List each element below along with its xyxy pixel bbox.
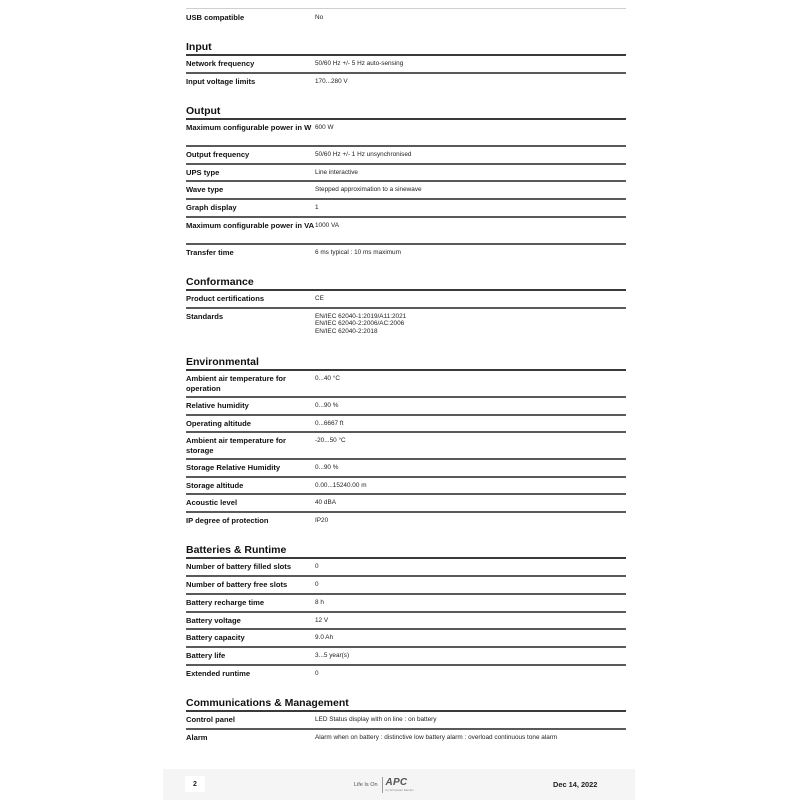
spec-value: 170...280 V — [315, 77, 348, 85]
spec-label: Extended runtime — [186, 669, 251, 678]
spec-row — [186, 396, 626, 414]
section-title-batteries-runtime: Batteries & Runtime — [186, 544, 287, 556]
spec-label: Battery recharge time — [186, 598, 265, 607]
spec-row — [186, 493, 626, 511]
apc-logo-icon — [386, 778, 414, 792]
spec-value: 0...6667 ft — [315, 419, 344, 427]
spec-row-usb-compatible — [186, 10, 626, 23]
spec-label: USB compatible — [186, 13, 245, 22]
spec-label: Maximum configurable power in VA — [186, 221, 315, 230]
spec-row — [186, 180, 626, 198]
spec-row — [186, 145, 626, 163]
spec-value: 9.0 Ah — [315, 633, 334, 641]
spec-value: Stepped approximation to a sinewave — [315, 185, 422, 193]
document-date: Dec 14, 2022 — [553, 780, 598, 789]
spec-label: Relative humidity — [186, 401, 249, 410]
brand-subtitle: by Schneider Electric — [385, 788, 414, 792]
spec-label: Input voltage limits — [186, 77, 256, 86]
spec-row — [186, 476, 626, 494]
spec-row — [186, 458, 626, 476]
spec-row — [186, 431, 626, 458]
spec-label: Maximum configurable power in W — [186, 123, 312, 132]
spec-label: Number of battery filled slots — [186, 562, 292, 571]
spec-row — [186, 216, 626, 243]
spec-label: Storage altitude — [186, 481, 244, 490]
section-title-communications-management: Communications & Management — [186, 697, 349, 709]
spec-label: Battery capacity — [186, 633, 245, 642]
spec-value: 0 — [315, 580, 319, 588]
spec-row — [186, 593, 626, 611]
spec-value: 40 dBA — [315, 498, 336, 506]
spec-row — [186, 414, 626, 432]
spec-label: Ambient air temperature for operation — [186, 374, 287, 393]
spec-row — [186, 728, 626, 742]
spec-row — [186, 198, 626, 216]
spec-label: Operating altitude — [186, 419, 251, 428]
spec-row — [186, 646, 626, 664]
spec-value: 600 W — [315, 123, 334, 131]
spec-row — [186, 664, 626, 682]
brand-name: APC — [385, 777, 408, 788]
spec-row — [186, 72, 626, 90]
spec-value: 50/60 Hz +/- 1 Hz unsynchronised — [315, 150, 412, 158]
spec-value: 50/60 Hz +/- 5 Hz auto-sensing — [315, 59, 404, 67]
spec-label: Alarm — [186, 733, 208, 742]
spec-value: 0...40 °C — [315, 374, 340, 382]
section-title-conformance: Conformance — [186, 276, 254, 288]
spec-label: Output frequency — [186, 150, 250, 159]
spec-value-multiline — [315, 312, 406, 335]
section-title-environmental: Environmental — [186, 356, 259, 368]
standard-line: EN/IEC 62040-2:2018 — [315, 327, 378, 335]
spec-value: 1000 VA — [315, 221, 340, 229]
spec-row — [186, 369, 626, 396]
spec-value: 0 — [315, 669, 319, 677]
spec-value: Alarm when on battery : distinctive low battery alarm : overload continuous tone alarm — [315, 733, 558, 741]
spec-label: Product certifications — [186, 294, 265, 303]
spec-label: Standards — [186, 312, 224, 321]
spec-row — [186, 289, 626, 307]
spec-row — [186, 307, 626, 341]
spec-label: UPS type — [186, 168, 220, 177]
spec-value: IP20 — [315, 516, 329, 524]
spec-value: 6 ms typical : 10 ms maximum — [315, 248, 401, 256]
spec-value: LED Status display with on line : on battery — [315, 715, 437, 723]
spec-row — [186, 243, 626, 261]
section-title-output: Output — [186, 105, 221, 117]
spec-row — [186, 628, 626, 646]
brand-tagline: Life Is On — [354, 782, 378, 788]
spec-value: 3...5 year(s) — [315, 651, 350, 659]
brand-divider — [382, 777, 383, 793]
spec-row — [186, 557, 626, 575]
spec-value: Line interactive — [315, 168, 358, 176]
page-number: 2 — [185, 776, 205, 792]
spec-row — [186, 54, 626, 72]
spec-value: No — [315, 13, 324, 21]
spec-value: 0 — [315, 562, 319, 570]
spec-label: Acoustic level — [186, 498, 238, 507]
spec-row — [186, 575, 626, 593]
spec-value: 8 h — [315, 598, 324, 606]
spec-row — [186, 710, 626, 728]
spec-label: Battery voltage — [186, 616, 241, 625]
brand-logo — [354, 776, 414, 794]
spec-row — [186, 163, 626, 181]
spec-label: Ambient air temperature for storage — [186, 436, 287, 455]
spec-label: Graph display — [186, 203, 237, 212]
spec-value: 0...90 % — [315, 401, 339, 409]
section-title-input: Input — [186, 41, 212, 53]
spec-label: Wave type — [186, 185, 224, 194]
page-footer — [163, 769, 635, 800]
spec-value: CE — [315, 294, 324, 302]
spec-value: 0...90 % — [315, 463, 339, 471]
spec-value: 0.00...15240.00 m — [315, 481, 367, 489]
spec-value: 1 — [315, 203, 319, 211]
standard-line: EN/IEC 62040-1:2019/A11:2021 — [315, 312, 407, 320]
spec-label: IP degree of protection — [186, 516, 269, 525]
spec-row — [186, 118, 626, 145]
spec-label: Network frequency — [186, 59, 255, 68]
standard-line: EN/IEC 62040-2:2006/AC:2006 — [315, 320, 405, 328]
spec-label: Control panel — [186, 715, 235, 724]
spec-row — [186, 511, 626, 529]
spec-label: Transfer time — [186, 248, 234, 257]
spec-label: Number of battery free slots — [186, 580, 288, 589]
spec-label: Battery life — [186, 651, 226, 660]
spec-value: -20...50 °C — [315, 436, 346, 444]
spec-label: Storage Relative Humidity — [186, 463, 281, 472]
top-divider — [186, 8, 626, 9]
spec-row — [186, 611, 626, 629]
spec-value: 12 V — [315, 616, 329, 624]
